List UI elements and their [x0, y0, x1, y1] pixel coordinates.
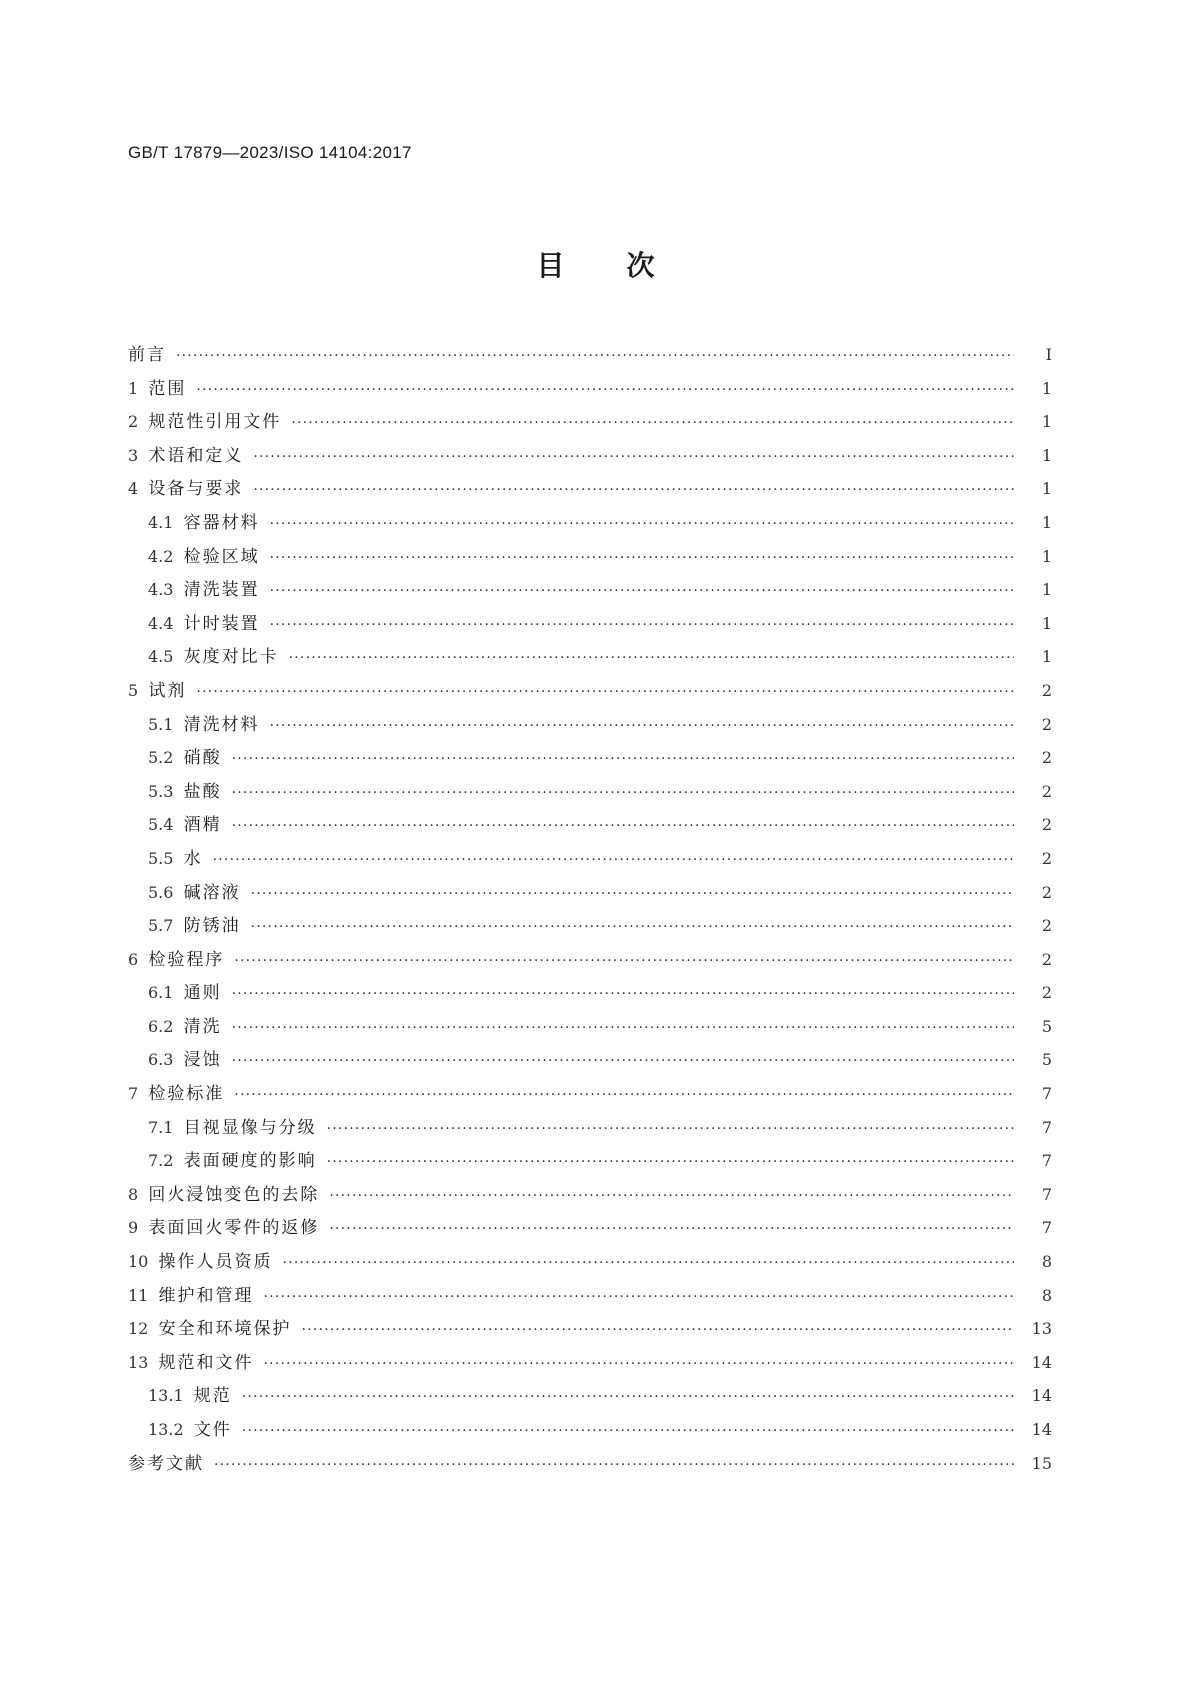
toc-entry-label: 清洗: [183, 1016, 222, 1037]
toc-entry[interactable]: [128, 777, 1052, 811]
toc-entry-label: 操作人员资质: [158, 1252, 273, 1273]
toc-entry-page: 7: [1041, 1151, 1052, 1171]
toc-entry-number: 6.2: [148, 1016, 184, 1036]
toc-entry-page: 7: [1041, 1084, 1052, 1104]
toc-entry-number: 10: [128, 1252, 159, 1272]
toc-entry-label: 表面回火零件的返修: [148, 1218, 320, 1239]
toc-entry-label: 参考文献: [128, 1453, 204, 1474]
dot-leader: [289, 650, 1014, 666]
page-title: 目次: [536, 249, 717, 282]
toc-entry[interactable]: [128, 374, 1052, 408]
toc-entry-number: 5: [128, 680, 149, 700]
toc-entry-page: 2: [1041, 781, 1052, 801]
toc-entry-page: 1: [1041, 580, 1052, 600]
toc-entry[interactable]: [128, 1381, 1052, 1415]
dot-leader: [270, 550, 1014, 566]
toc-entry[interactable]: [128, 575, 1052, 609]
toc-entry-number: 13: [128, 1352, 159, 1372]
toc-entry[interactable]: [128, 878, 1052, 912]
toc-entry-number: 9: [128, 1218, 149, 1238]
toc-entry[interactable]: [128, 710, 1052, 744]
dot-leader: [232, 818, 1014, 834]
toc-entry[interactable]: [128, 1079, 1052, 1113]
dot-leader: [329, 1188, 1014, 1204]
toc-entry-number: 4: [128, 479, 149, 499]
toc-entry[interactable]: [128, 340, 1052, 374]
toc-entry-number: 6.3: [148, 1050, 184, 1070]
toc-entry-page: 1: [1041, 512, 1052, 532]
dot-leader: [264, 1356, 1014, 1372]
dot-leader: [232, 1053, 1014, 1069]
dot-leader: [302, 1322, 1014, 1338]
toc-entry-label: 容器材料: [183, 512, 260, 533]
toc-entry-page: 1: [1041, 647, 1052, 667]
toc-entry[interactable]: [128, 911, 1052, 945]
toc-entry-page: 8: [1041, 1252, 1052, 1272]
toc-entry-page: 2: [1041, 848, 1052, 868]
toc-entry[interactable]: [128, 407, 1052, 441]
toc-entry-page: Ⅰ: [1045, 345, 1052, 364]
toc-entry-number: 7.1: [148, 1117, 184, 1137]
toc-entry-number: 4.4: [148, 613, 184, 633]
toc-entry[interactable]: [128, 1213, 1052, 1247]
dot-leader: [253, 449, 1014, 465]
dot-leader: [329, 1221, 1014, 1237]
standard-code: GB/T 17879—2023/ISO 14104:2017: [128, 143, 412, 162]
toc-entry-number: 5.1: [148, 714, 184, 734]
toc-entry[interactable]: [128, 1113, 1052, 1147]
dot-leader: [270, 617, 1014, 633]
table-of-contents: [128, 340, 1052, 1482]
toc-entry-number: 8: [128, 1184, 149, 1204]
toc-entry-label: 清洗材料: [183, 714, 260, 735]
toc-entry[interactable]: [128, 1180, 1052, 1214]
toc-entry[interactable]: [128, 609, 1052, 643]
toc-entry-number: 13.2: [148, 1420, 194, 1439]
toc-entry-label: 灰度对比卡: [183, 647, 279, 668]
dot-leader: [196, 382, 1014, 398]
toc-entry-page: 1: [1041, 546, 1052, 566]
dot-leader: [270, 583, 1014, 599]
toc-entry-page: 2: [1041, 983, 1052, 1003]
toc-entry[interactable]: [128, 1012, 1052, 1046]
toc-entry-number: 4.5: [148, 647, 184, 667]
toc-entry[interactable]: [128, 743, 1052, 777]
toc-entry-number: 5.4: [148, 815, 184, 835]
dot-leader: [283, 1255, 1014, 1271]
dot-leader: [214, 1457, 1014, 1473]
toc-entry-label: 试剂: [148, 680, 187, 701]
toc-entry-page: 2: [1041, 680, 1052, 700]
toc-entry-number: 7.2: [148, 1151, 184, 1171]
toc-entry-label: 酒精: [183, 815, 222, 836]
toc-entry-number: 5.2: [148, 748, 184, 768]
toc-entry[interactable]: [128, 1314, 1052, 1348]
dot-leader: [270, 718, 1014, 734]
toc-entry-number: 1: [128, 378, 149, 398]
dot-leader: [251, 886, 1014, 902]
dot-leader: [232, 1020, 1014, 1036]
dot-leader: [270, 516, 1014, 532]
toc-entry-number: 5.5: [148, 848, 184, 868]
toc-entry[interactable]: [128, 441, 1052, 475]
toc-entry-page: 1: [1041, 445, 1052, 465]
dot-leader: [327, 1154, 1014, 1170]
toc-entry-label: 水: [183, 848, 203, 869]
toc-entry-label: 硝酸: [183, 748, 222, 769]
toc-entry-label: 通则: [183, 983, 222, 1004]
toc-entry[interactable]: [128, 1449, 1052, 1483]
toc-entry-number: 4.1: [148, 512, 184, 532]
toc-entry-label: 规范: [193, 1386, 232, 1407]
toc-entry-page: 7: [1041, 1218, 1052, 1238]
toc-entry-label: 检验标准: [148, 1084, 225, 1105]
dot-leader: [234, 953, 1014, 969]
toc-entry-label: 防锈油: [183, 916, 241, 937]
dot-leader: [253, 482, 1014, 498]
toc-entry-number: 5.6: [148, 882, 184, 902]
toc-entry-page: 14: [1031, 1352, 1052, 1372]
dot-leader: [234, 1087, 1014, 1103]
toc-entry-page: 7: [1041, 1117, 1052, 1137]
toc-entry-number: 7: [128, 1084, 149, 1104]
toc-entry-label: 检验区域: [183, 546, 260, 567]
toc-entry-label: 目视显像与分级: [183, 1117, 317, 1138]
toc-entry-number: 13.1: [148, 1386, 194, 1406]
toc-entry-label: 规范性引用文件: [148, 412, 282, 433]
dot-leader: [327, 1121, 1014, 1137]
toc-entry-number: 5.3: [148, 781, 184, 801]
toc-entry-number: 3: [128, 445, 149, 465]
toc-entry[interactable]: [128, 642, 1052, 676]
toc-entry-number: 6.1: [148, 983, 184, 1003]
dot-leader: [176, 348, 1014, 364]
toc-entry-label: 清洗装置: [183, 580, 260, 601]
dot-leader: [232, 785, 1014, 801]
toc-entry-label: 回火浸蚀变色的去除: [148, 1184, 320, 1205]
toc-entry[interactable]: [128, 810, 1052, 844]
toc-entry[interactable]: [128, 1348, 1052, 1382]
toc-entry-label: 表面硬度的影响: [183, 1151, 317, 1172]
toc-entry[interactable]: [128, 508, 1052, 542]
toc-entry-number: 6: [128, 949, 149, 969]
toc-entry[interactable]: [128, 844, 1052, 878]
toc-entry-page: 5: [1041, 1016, 1052, 1036]
toc-entry-label: 盐酸: [183, 781, 222, 802]
dot-leader: [213, 852, 1014, 868]
toc-entry-page: 1: [1041, 412, 1052, 432]
toc-entry-page: 1: [1041, 613, 1052, 633]
toc-entry-label: 浸蚀: [183, 1050, 222, 1071]
dot-leader: [251, 919, 1014, 935]
toc-entry-number: 11: [128, 1285, 159, 1305]
toc-entry-label: 碱溶液: [183, 882, 241, 903]
toc-entry-label: 检验程序: [148, 949, 225, 970]
toc-entry-page: 2: [1041, 748, 1052, 768]
dot-leader: [242, 1389, 1014, 1405]
dot-leader: [232, 751, 1014, 767]
toc-entry[interactable]: [128, 676, 1052, 710]
toc-entry-page: 2: [1041, 714, 1052, 734]
toc-entry-label: 计时装置: [183, 613, 260, 634]
toc-entry-page: 7: [1041, 1184, 1052, 1204]
toc-entry-label: 维护和管理: [158, 1285, 254, 1306]
toc-entry-number: 12: [128, 1319, 159, 1339]
toc-entry-page: 2: [1041, 916, 1052, 936]
toc-entry[interactable]: [128, 1247, 1052, 1281]
toc-entry-number: 5.7: [148, 916, 184, 936]
dot-leader: [264, 1289, 1014, 1305]
toc-entry-label: 设备与要求: [148, 479, 244, 500]
toc-entry[interactable]: [128, 978, 1052, 1012]
toc-entry[interactable]: [128, 945, 1052, 979]
dot-leader: [232, 986, 1014, 1002]
toc-entry-page: 8: [1041, 1285, 1052, 1305]
toc-entry-number: 2: [128, 412, 149, 432]
toc-entry-label: 术语和定义: [148, 445, 244, 466]
toc-entry-page: 2: [1041, 949, 1052, 969]
toc-entry-page: 1: [1041, 479, 1052, 499]
toc-entry-label: 文件: [193, 1420, 232, 1440]
dot-leader: [291, 415, 1014, 431]
toc-entry-page: 13: [1031, 1319, 1052, 1339]
toc-entry[interactable]: [128, 1281, 1052, 1315]
toc-entry[interactable]: [128, 474, 1052, 508]
toc-entry[interactable]: [128, 1415, 1052, 1449]
toc-entry[interactable]: [128, 1146, 1052, 1180]
toc-entry-number: 4.3: [148, 580, 184, 600]
toc-entry[interactable]: [128, 542, 1052, 576]
toc-entry[interactable]: [128, 1045, 1052, 1079]
toc-entry-label: 规范和文件: [158, 1352, 254, 1373]
toc-entry-page: 2: [1041, 815, 1052, 835]
toc-entry-number: 4.2: [148, 546, 184, 566]
toc-entry-page: 1: [1041, 378, 1052, 398]
toc-entry-label: 前言: [128, 345, 166, 365]
dot-leader: [242, 1423, 1014, 1439]
toc-entry-page: 2: [1041, 882, 1052, 902]
toc-entry-page: 5: [1041, 1050, 1052, 1070]
toc-entry-page: 14: [1031, 1420, 1052, 1439]
dot-leader: [196, 684, 1014, 700]
toc-entry-label: 安全和环境保护: [158, 1319, 292, 1340]
toc-entry-label: 范围: [148, 378, 187, 399]
toc-entry-page: 14: [1031, 1386, 1052, 1406]
toc-entry-page: 15: [1031, 1453, 1052, 1473]
